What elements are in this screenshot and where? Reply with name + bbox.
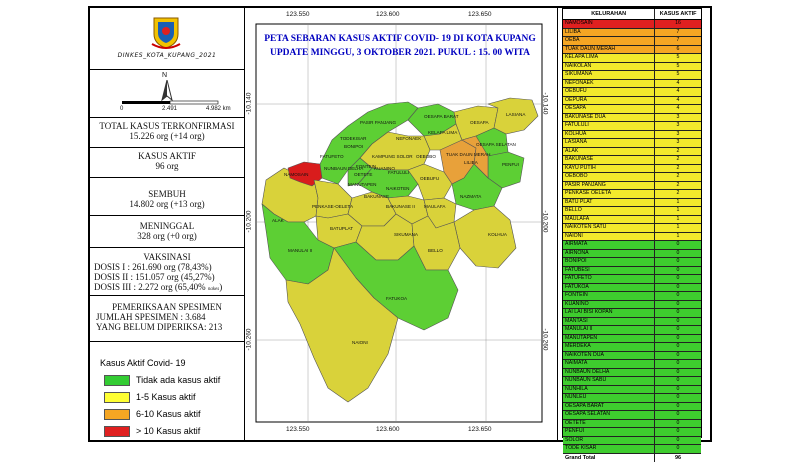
table-row bbox=[563, 199, 701, 208]
kelurahan-cell: OEBA bbox=[563, 37, 655, 45]
kelurahan-cell: BAKUNASE DUA bbox=[563, 114, 655, 122]
kasus-cell: 0 bbox=[676, 317, 680, 324]
active-value: 96 org bbox=[155, 161, 179, 171]
confirmed-value: 15.226 org (+14 org) bbox=[129, 131, 205, 141]
kasus-cell: 6 bbox=[676, 45, 680, 52]
kelurahan-cell: LILIBA bbox=[563, 29, 655, 37]
kasus-cell: 0 bbox=[676, 249, 680, 256]
table-row bbox=[563, 29, 701, 38]
label-pasir-panjang: PASIR PANJANG bbox=[360, 120, 397, 125]
kasus-cell: 1 bbox=[676, 198, 680, 205]
legend-item-none bbox=[104, 374, 220, 386]
kasus-cell: 0 bbox=[676, 428, 680, 434]
label-lasiana: LASIANA bbox=[506, 112, 526, 117]
dose1: DOSIS I : 261.690 org (78,43%) bbox=[94, 262, 212, 272]
total-value: 96 bbox=[674, 454, 682, 461]
label-oebufu: OEBUFU bbox=[420, 176, 440, 181]
kelurahan-cell: KOLHUA bbox=[563, 131, 655, 139]
kelurahan-cell: OEBOBO bbox=[563, 173, 655, 181]
table-row bbox=[563, 46, 701, 55]
label-nefonaek: NEFONAEK bbox=[396, 136, 422, 141]
label-naioni: NAIONI bbox=[352, 340, 368, 345]
kasus-cell: 7 bbox=[676, 37, 680, 43]
table-row bbox=[563, 377, 701, 386]
kelurahan-cell: BONIPOI bbox=[563, 258, 655, 266]
kelurahan-cell: PENFUI bbox=[563, 428, 655, 436]
dose3-end: ) bbox=[219, 282, 223, 292]
label-kolhua: KOLHUA bbox=[488, 232, 507, 237]
col-kasus-aktif: KASUS AKTIF bbox=[659, 11, 697, 17]
legend-label: 1-5 Kasus aktif bbox=[136, 392, 196, 402]
north-label: N bbox=[162, 72, 168, 79]
legend-item-10plus bbox=[104, 425, 200, 437]
table-row bbox=[563, 301, 701, 310]
recovered-box bbox=[90, 184, 244, 216]
total-label: Grand Total bbox=[563, 454, 655, 462]
kelurahan-cell: OESAPA bbox=[563, 105, 655, 113]
kasus-cell: 4 bbox=[676, 96, 680, 103]
table-row bbox=[563, 233, 701, 242]
legend-swatch bbox=[104, 375, 130, 386]
table-row bbox=[563, 216, 701, 225]
table-row bbox=[563, 318, 701, 327]
coord-left-3: -10.260 bbox=[245, 328, 253, 351]
active-label: KASUS AKTIF bbox=[138, 151, 196, 161]
label-manulai-ii: MANULAI II bbox=[288, 248, 313, 253]
kelurahan-cell: PENKASE OELETA bbox=[563, 190, 655, 198]
label-todekisar: TODEKISAR bbox=[340, 136, 367, 141]
table-row bbox=[563, 114, 701, 123]
table-row bbox=[563, 284, 701, 293]
label-oesapa-barat: OESAPA BARAT bbox=[424, 114, 459, 119]
kasus-cell: 0 bbox=[676, 351, 680, 358]
table-row bbox=[563, 224, 701, 233]
scale-label-1: 2.491 bbox=[162, 106, 178, 112]
recovered-label: SEMBUH bbox=[148, 189, 186, 199]
kasus-cell: 5 bbox=[676, 54, 680, 60]
label-bakunase-ii: BAKUNASE II bbox=[386, 204, 415, 209]
label-fatufeto: FATUFETO bbox=[320, 154, 344, 159]
deaths-box bbox=[90, 216, 244, 248]
table-row bbox=[563, 335, 701, 344]
label-oesapa: OESAPA bbox=[470, 120, 489, 125]
kasus-cell: 16 bbox=[675, 20, 681, 26]
kasus-cell: 1 bbox=[676, 224, 680, 230]
cases-table bbox=[562, 8, 702, 461]
choropleth-map bbox=[245, 8, 552, 440]
table-row bbox=[563, 20, 701, 29]
kelurahan-cell: FATUFETO bbox=[563, 275, 655, 283]
specimen-pending: YANG BELUM DIPERIKSA: 213 bbox=[96, 322, 223, 332]
kelurahan-cell: OEBUFU bbox=[563, 88, 655, 96]
deaths-value: 328 org (+0 org) bbox=[137, 231, 197, 241]
kelurahan-cell: FATULULI bbox=[563, 122, 655, 130]
kasus-cell: 0 bbox=[676, 300, 680, 307]
legend-title: Kasus Aktif Covid- 19 bbox=[100, 358, 186, 368]
kasus-cell: 2 bbox=[676, 156, 680, 162]
kasus-cell: 0 bbox=[676, 266, 680, 273]
kasus-cell: 3 bbox=[676, 113, 680, 120]
kelurahan-cell: AIRMATA bbox=[563, 241, 655, 249]
table-row bbox=[563, 97, 701, 106]
kelurahan-cell: FONTEIN bbox=[563, 292, 655, 300]
table-row bbox=[563, 386, 701, 395]
kelurahan-cell: MAULAFA bbox=[563, 216, 655, 224]
label-fatukoa: FATUKOA bbox=[386, 296, 408, 301]
kasus-cell: 0 bbox=[676, 368, 680, 375]
kasus-cell: 0 bbox=[676, 309, 680, 315]
table-row bbox=[563, 80, 701, 89]
specimen-box bbox=[90, 296, 244, 342]
coord-right-2: -10.200 bbox=[541, 210, 549, 233]
confirmed-box bbox=[90, 118, 244, 148]
north-arrow-icon bbox=[158, 80, 176, 102]
label-batuplat: BATUPLAT bbox=[330, 226, 354, 231]
table-row bbox=[563, 326, 701, 335]
kelurahan-cell: FATUKOA bbox=[563, 284, 655, 292]
specimen-total: JUMLAH SPESIMEN : 3.684 bbox=[96, 312, 206, 322]
label-oebobo: OEBOBO bbox=[416, 154, 436, 159]
active-box bbox=[90, 148, 244, 178]
kasus-cell: 3 bbox=[676, 139, 680, 145]
kasus-cell: 3 bbox=[676, 130, 680, 137]
kelurahan-cell: KAYU PUTIH bbox=[563, 165, 655, 173]
kupang-emblem-icon bbox=[148, 14, 184, 50]
table-row bbox=[563, 241, 701, 250]
kasus-cell: 0 bbox=[676, 394, 680, 400]
kelurahan-cell: OESAPA BARAT bbox=[563, 403, 655, 411]
table-row bbox=[563, 275, 701, 284]
kelurahan-cell: NAIONI bbox=[563, 233, 655, 241]
legend-swatch bbox=[104, 426, 130, 437]
label-manutapen: MANUTAPEN bbox=[348, 182, 377, 187]
coord-bottom-2: 123.600 bbox=[376, 426, 400, 433]
table-row bbox=[563, 105, 701, 114]
scale-section bbox=[90, 70, 244, 118]
table-row bbox=[563, 54, 701, 63]
table-row bbox=[563, 122, 701, 131]
legend-label: 6-10 Kasus aktif bbox=[136, 409, 201, 419]
label-fatululi: FATULULI bbox=[388, 170, 410, 175]
label-namosain: NAMOSAIN bbox=[284, 172, 309, 177]
map-subtitle: UPDATE MINGGU, 3 OKTOBER 2021. PUKUL : 15. 00 WITA bbox=[269, 48, 531, 58]
recovered-value: 14.802 org (+13 org) bbox=[129, 199, 205, 209]
table-row bbox=[563, 190, 701, 199]
label-penkase-oeleta: PENKASE-OELETA bbox=[312, 204, 354, 209]
col-kelurahan: KELURAHAN bbox=[563, 9, 655, 19]
coord-right-1: -10.140 bbox=[541, 92, 549, 115]
scale-label-0: 0 bbox=[120, 106, 124, 112]
kelurahan-cell: SOLOR bbox=[563, 437, 655, 445]
table-row bbox=[563, 369, 701, 378]
kelurahan-cell: NAIKOTEN SATU bbox=[563, 224, 655, 232]
label-penfui: PENFUI bbox=[502, 162, 519, 167]
table-row bbox=[563, 182, 701, 191]
kasus-cell: 0 bbox=[676, 385, 680, 392]
kasus-cell: 0 bbox=[676, 283, 680, 290]
kasus-cell: 4 bbox=[676, 79, 680, 86]
coord-left-1: -10.140 bbox=[245, 92, 253, 115]
legend-swatch bbox=[104, 392, 130, 403]
kasus-cell: 4 bbox=[676, 105, 680, 111]
table-row bbox=[563, 139, 701, 148]
kelurahan-cell: MANULAI II bbox=[563, 326, 655, 334]
table-row bbox=[563, 88, 701, 97]
table-row bbox=[563, 207, 701, 216]
kasus-cell: 0 bbox=[676, 343, 680, 349]
table-row bbox=[563, 71, 701, 80]
table-row bbox=[563, 148, 701, 157]
kasus-cell: 0 bbox=[676, 258, 680, 264]
kelurahan-cell: KELAPA LIMA bbox=[563, 54, 655, 62]
label-tuak-daun-merah: TUAK DAUN MERAH bbox=[446, 152, 491, 157]
kelurahan-cell: LAI LAI BISI KOPAN bbox=[563, 309, 655, 317]
label-kampung-solor: KAMPUNG SOLOR bbox=[372, 154, 413, 159]
kelurahan-cell: AIRNONA bbox=[563, 250, 655, 258]
table-row bbox=[563, 63, 701, 72]
kasus-cell: 0 bbox=[676, 275, 680, 281]
kelurahan-cell: NUNHILA bbox=[563, 386, 655, 394]
kasus-cell: 7 bbox=[676, 28, 680, 35]
kasus-cell: 0 bbox=[676, 419, 680, 426]
kasus-cell: 2 bbox=[676, 190, 680, 196]
kelurahan-cell: PASIR PANJANG bbox=[563, 182, 655, 190]
label-maulafa: MAULAFA bbox=[424, 204, 446, 209]
kasus-cell: 2 bbox=[676, 147, 680, 154]
kelurahan-cell: FATUBESI bbox=[563, 267, 655, 275]
kasus-cell: 3 bbox=[676, 122, 680, 128]
kelurahan-cell: BELLO bbox=[563, 207, 655, 215]
kelurahan-cell: TUAK DAUN MERAH bbox=[563, 46, 655, 54]
info-panel bbox=[90, 8, 244, 440]
kelurahan-cell: TODE KISAR bbox=[563, 445, 655, 453]
table-row bbox=[563, 403, 701, 412]
label-kelapa-lima: KELAPA LIMA bbox=[428, 130, 458, 135]
kasus-cell: 2 bbox=[676, 164, 680, 171]
kasus-cell: 0 bbox=[676, 402, 680, 409]
kelurahan-cell: NUNLEU bbox=[563, 394, 655, 402]
kasus-cell: 0 bbox=[676, 241, 680, 247]
kasus-cell: 1 bbox=[676, 232, 680, 239]
kelurahan-cell: NUNBAUN SABU bbox=[563, 377, 655, 385]
kelurahan-cell: OEPURA bbox=[563, 97, 655, 105]
coord-right-3: -10.260 bbox=[541, 328, 549, 351]
label-bonipoi: BONIPOI bbox=[344, 144, 364, 149]
table-row bbox=[563, 131, 701, 140]
table-row bbox=[563, 258, 701, 267]
coord-left-2: -10.200 bbox=[245, 210, 253, 233]
kelurahan-cell: NUNBAUN DELHA bbox=[563, 369, 655, 377]
kelurahan-cell: NEFONAEK bbox=[563, 80, 655, 88]
table-row bbox=[563, 156, 701, 165]
kelurahan-cell: BATU PLAT bbox=[563, 199, 655, 207]
table-row bbox=[563, 37, 701, 46]
coord-bottom-3: 123.650 bbox=[468, 426, 492, 433]
table-row bbox=[563, 173, 701, 182]
kelurahan-cell: NAIKOLAN bbox=[563, 63, 655, 71]
table-row bbox=[563, 420, 701, 429]
table-row bbox=[563, 267, 701, 276]
kasus-cell: 5 bbox=[676, 62, 680, 69]
legend bbox=[90, 354, 244, 440]
table-row bbox=[563, 343, 701, 352]
legend-swatch bbox=[104, 409, 130, 420]
label-nunbaun-delha: NUNBAUN DELHA bbox=[324, 166, 364, 171]
legend-label: > 10 Kasus aktif bbox=[136, 426, 201, 436]
confirmed-label: TOTAL KASUS TERKONFIRMASI bbox=[99, 121, 235, 131]
kelurahan-cell: LASIANA bbox=[563, 139, 655, 147]
label-liliba: LILIBA bbox=[464, 160, 478, 165]
label-oesapa-selatan: OESAPA SELATAN bbox=[476, 142, 516, 147]
kelurahan-cell: OETETE bbox=[563, 420, 655, 428]
kasus-cell: 1 bbox=[676, 207, 680, 213]
kelurahan-cell: MANTASI bbox=[563, 318, 655, 326]
legend-item-6-10 bbox=[104, 408, 201, 420]
kasus-cell: 0 bbox=[676, 436, 680, 443]
dose3 bbox=[90, 282, 244, 292]
map-title: PETA SEBARAN KASUS AKTIF COVID- 19 DI KOTA KUPANG bbox=[264, 34, 536, 44]
table-row bbox=[563, 352, 701, 361]
logo-section bbox=[90, 8, 244, 70]
scale-label-2: 4.982 km bbox=[206, 106, 231, 112]
kasus-cell: 5 bbox=[676, 71, 680, 77]
kelurahan-cell: NAIKOTEN DUA bbox=[563, 352, 655, 360]
coord-top-3: 123.650 bbox=[468, 11, 492, 18]
table-header bbox=[563, 9, 701, 20]
coord-top-2: 123.600 bbox=[376, 11, 400, 18]
dose3-text: DOSIS III : 2.272 org (65,40% bbox=[94, 282, 206, 292]
specimen-label: PEMERIKSAAN SPESIMEN bbox=[112, 302, 222, 312]
label-alak: ALAK bbox=[272, 218, 284, 223]
kasus-cell: 4 bbox=[676, 88, 680, 94]
table-body bbox=[563, 20, 701, 454]
divider-right bbox=[557, 8, 558, 440]
kasus-cell: 0 bbox=[676, 377, 680, 383]
table-row bbox=[563, 309, 701, 318]
org-label: DINKES_KOTA_KUPANG_2021 bbox=[117, 52, 217, 59]
label-bakunase: BAKUNASE bbox=[364, 194, 390, 199]
kasus-cell: 2 bbox=[676, 181, 680, 188]
kelurahan-cell: MANUTAPEN bbox=[563, 335, 655, 343]
kasus-cell: 2 bbox=[676, 173, 680, 179]
coord-bottom-1: 123.550 bbox=[286, 426, 310, 433]
kelurahan-cell: OESAPA SELATAN bbox=[563, 411, 655, 419]
kasus-cell: 0 bbox=[676, 445, 680, 451]
kelurahan-cell: KUANINO bbox=[563, 301, 655, 309]
kasus-cell: 0 bbox=[676, 334, 680, 341]
coord-top-1: 123.550 bbox=[286, 11, 310, 18]
table-row bbox=[563, 428, 701, 437]
kelurahan-cell: NAMOSAIN bbox=[563, 20, 655, 28]
table-row bbox=[563, 250, 701, 259]
table-total-row bbox=[563, 454, 701, 462]
deaths-label: MENINGGAL bbox=[139, 221, 195, 231]
kasus-cell: 1 bbox=[676, 215, 680, 222]
kelurahan-cell: BAKUNASE bbox=[563, 156, 655, 164]
kasus-cell: 0 bbox=[676, 292, 680, 298]
kelurahan-cell: ALAK bbox=[563, 148, 655, 156]
table-row bbox=[563, 165, 701, 174]
table-row bbox=[563, 360, 701, 369]
label-kuanino: KUANINO bbox=[374, 166, 395, 171]
kelurahan-cell: SIKUMANA bbox=[563, 71, 655, 79]
kasus-cell: 0 bbox=[676, 360, 680, 366]
dose2: DOSIS II : 151.057 org (45,27%) bbox=[94, 272, 215, 282]
table-row bbox=[563, 437, 701, 446]
table-row bbox=[563, 445, 701, 454]
table-row bbox=[563, 411, 701, 420]
label-oetete: OETETE bbox=[354, 172, 373, 177]
vaccine-box bbox=[90, 248, 244, 296]
legend-label: Tidak ada kasus aktif bbox=[136, 375, 221, 385]
kasus-cell: 0 bbox=[676, 411, 680, 417]
table-row bbox=[563, 292, 701, 301]
label-naikoten: NAIKOTEN bbox=[386, 186, 410, 191]
kelurahan-cell: NAIMATA bbox=[563, 360, 655, 368]
label-nazmata: NAZMATA bbox=[460, 194, 482, 199]
map-area bbox=[245, 8, 552, 440]
label-bello: BELLO bbox=[428, 248, 443, 253]
label-fontein: FONTEIN bbox=[356, 164, 377, 169]
table-row bbox=[563, 394, 701, 403]
dose3-note: nakes bbox=[207, 287, 220, 292]
kasus-cell: 0 bbox=[676, 326, 680, 332]
label-sikumana: SIKUMANA bbox=[394, 232, 418, 237]
kelurahan-cell: MERDEKA bbox=[563, 343, 655, 351]
legend-item-1-5 bbox=[104, 391, 196, 403]
vaccine-label: VAKSINASI bbox=[143, 252, 191, 262]
